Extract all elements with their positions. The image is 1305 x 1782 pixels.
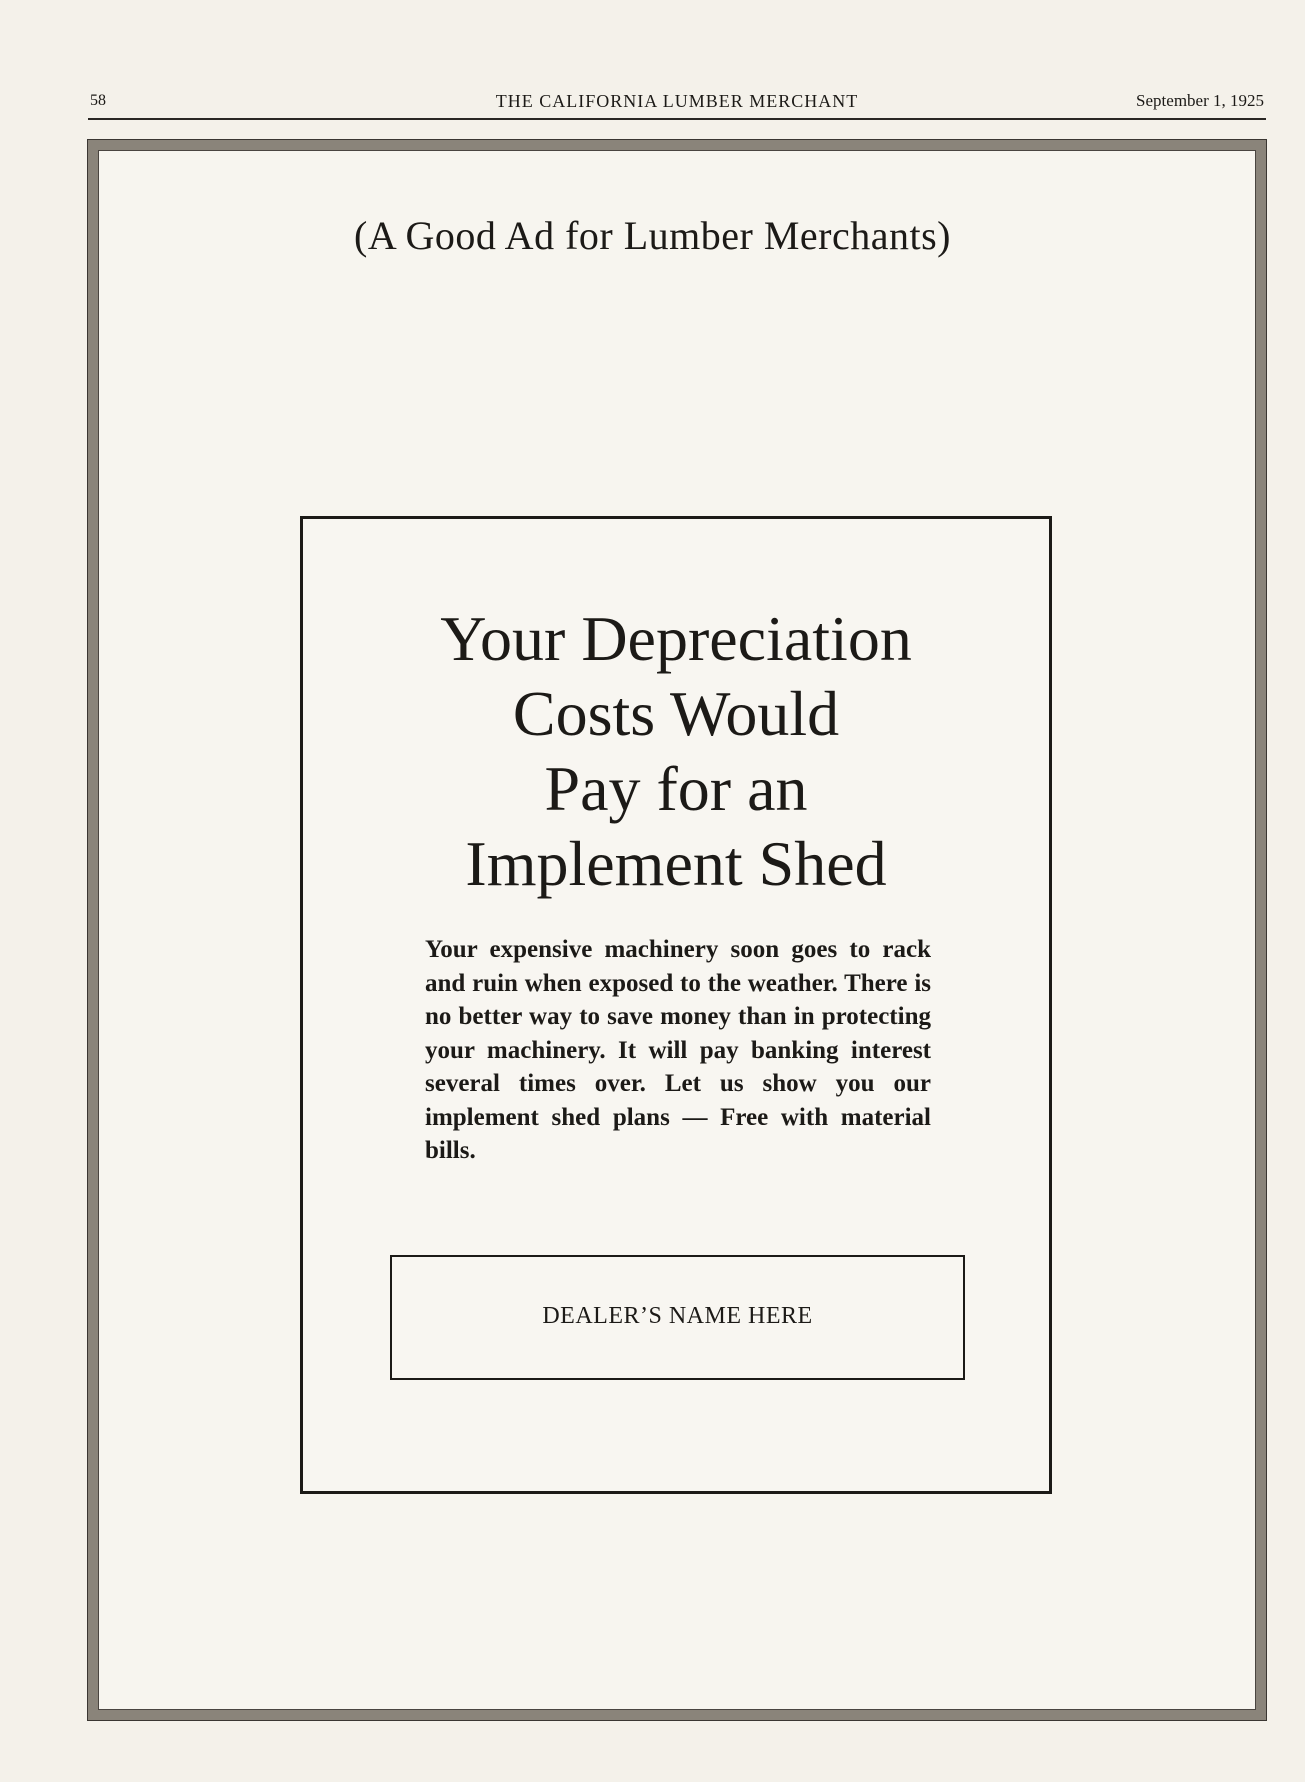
dealer-name-placeholder: DEALER’S NAME HERE [542, 1303, 813, 1329]
ad-kicker: (A Good Ad for Lumber Merchants) [354, 213, 951, 258]
page-number: 58 [90, 92, 106, 109]
dealer-name-box [390, 1255, 965, 1380]
headline-line: Your Depreciation [440, 603, 912, 674]
publication-title: THE CALIFORNIA LUMBER MERCHANT [495, 91, 859, 111]
headline-line: Pay for an [544, 753, 808, 824]
issue-date: September 1, 1925 [1136, 91, 1264, 110]
ad-headline [303, 601, 1049, 901]
ad-body-copy: Your expensive machinery soon goes to rack and ruin when exposed to the weather. There is no better way to save money than in protecting your machinery. It will pay banking interest several times over. Let us show you our implement shed plans — Free with material bills. [425, 936, 931, 1164]
running-header [88, 86, 1266, 120]
headline-line: Costs Would [512, 678, 840, 749]
advertisement-box [300, 516, 1052, 1494]
headline-line: Implement Shed [465, 828, 887, 899]
